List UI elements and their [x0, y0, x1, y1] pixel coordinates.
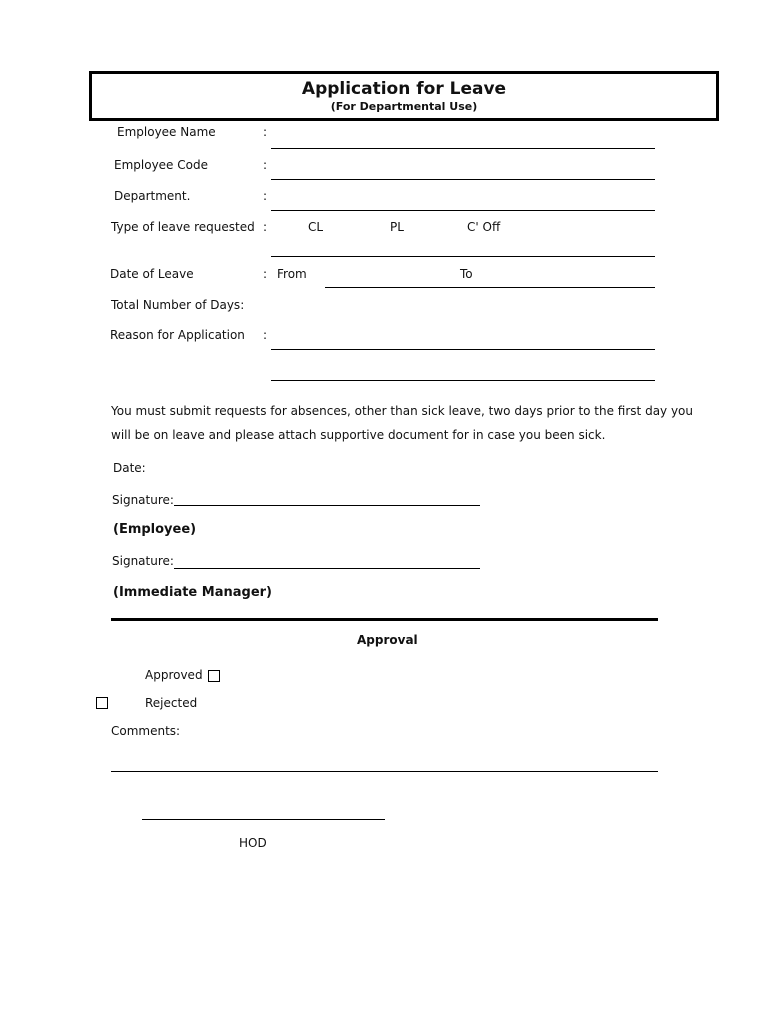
leave-type-colon: :	[263, 220, 268, 234]
reason-field-line-2[interactable]	[271, 380, 655, 381]
hod-signature-field[interactable]	[142, 819, 385, 820]
leave-type-cl[interactable]: CL	[308, 220, 324, 234]
employee-signature-label: Signature:	[112, 493, 174, 507]
date-from-label: From	[277, 267, 307, 281]
total-days-label: Total Number of Days:	[111, 298, 245, 312]
manager-caption: (Immediate Manager)	[113, 585, 272, 600]
leave-type-pl[interactable]: PL	[390, 220, 404, 234]
department-colon: :	[263, 189, 268, 203]
form-title-box	[89, 71, 719, 121]
leave-type-label: Type of leave requested	[111, 220, 255, 234]
form-subtitle: (For Departmental Use)	[330, 100, 478, 113]
manager-signature-field[interactable]	[174, 568, 480, 569]
employee-name-colon: :	[263, 125, 268, 139]
employee-caption: (Employee)	[113, 522, 197, 537]
department-label: Department.	[114, 189, 191, 203]
date-of-leave-colon: :	[263, 267, 268, 281]
employee-signature-field[interactable]	[174, 505, 480, 506]
date-label: Date:	[113, 461, 146, 475]
department-field[interactable]	[271, 210, 655, 211]
leave-type-field[interactable]	[271, 256, 655, 257]
manager-signature-label: Signature:	[112, 554, 174, 568]
comments-field[interactable]	[111, 771, 658, 772]
notice-line-1: You must submit requests for absences, other than sick leave, two days prior to the first day you	[111, 404, 694, 418]
date-of-leave-label: Date of Leave	[110, 267, 194, 281]
leave-type-coff[interactable]: C' Off	[467, 220, 501, 234]
reason-label: Reason for Application	[110, 328, 245, 342]
rejected-label: Rejected	[145, 696, 198, 710]
approval-heading: Approval	[357, 633, 418, 647]
rejected-checkbox[interactable]	[96, 697, 108, 709]
employee-code-colon: :	[263, 158, 268, 172]
reason-colon: :	[263, 328, 268, 342]
approved-label: Approved	[145, 668, 203, 682]
approved-checkbox[interactable]	[208, 670, 220, 682]
reason-field-line-1[interactable]	[271, 349, 655, 350]
section-divider	[111, 618, 658, 621]
date-to-label: To	[460, 267, 473, 281]
employee-code-field[interactable]	[271, 179, 655, 180]
hod-label: HOD	[239, 836, 267, 850]
employee-code-label: Employee Code	[114, 158, 208, 172]
comments-label: Comments:	[111, 724, 181, 738]
employee-name-label: Employee Name	[117, 125, 216, 139]
form-title: Application for Leave	[301, 79, 507, 99]
date-of-leave-field[interactable]	[325, 287, 655, 288]
notice-line-2: will be on leave and please attach supportive document for in case you been sick.	[111, 428, 606, 442]
employee-name-field[interactable]	[271, 148, 655, 149]
